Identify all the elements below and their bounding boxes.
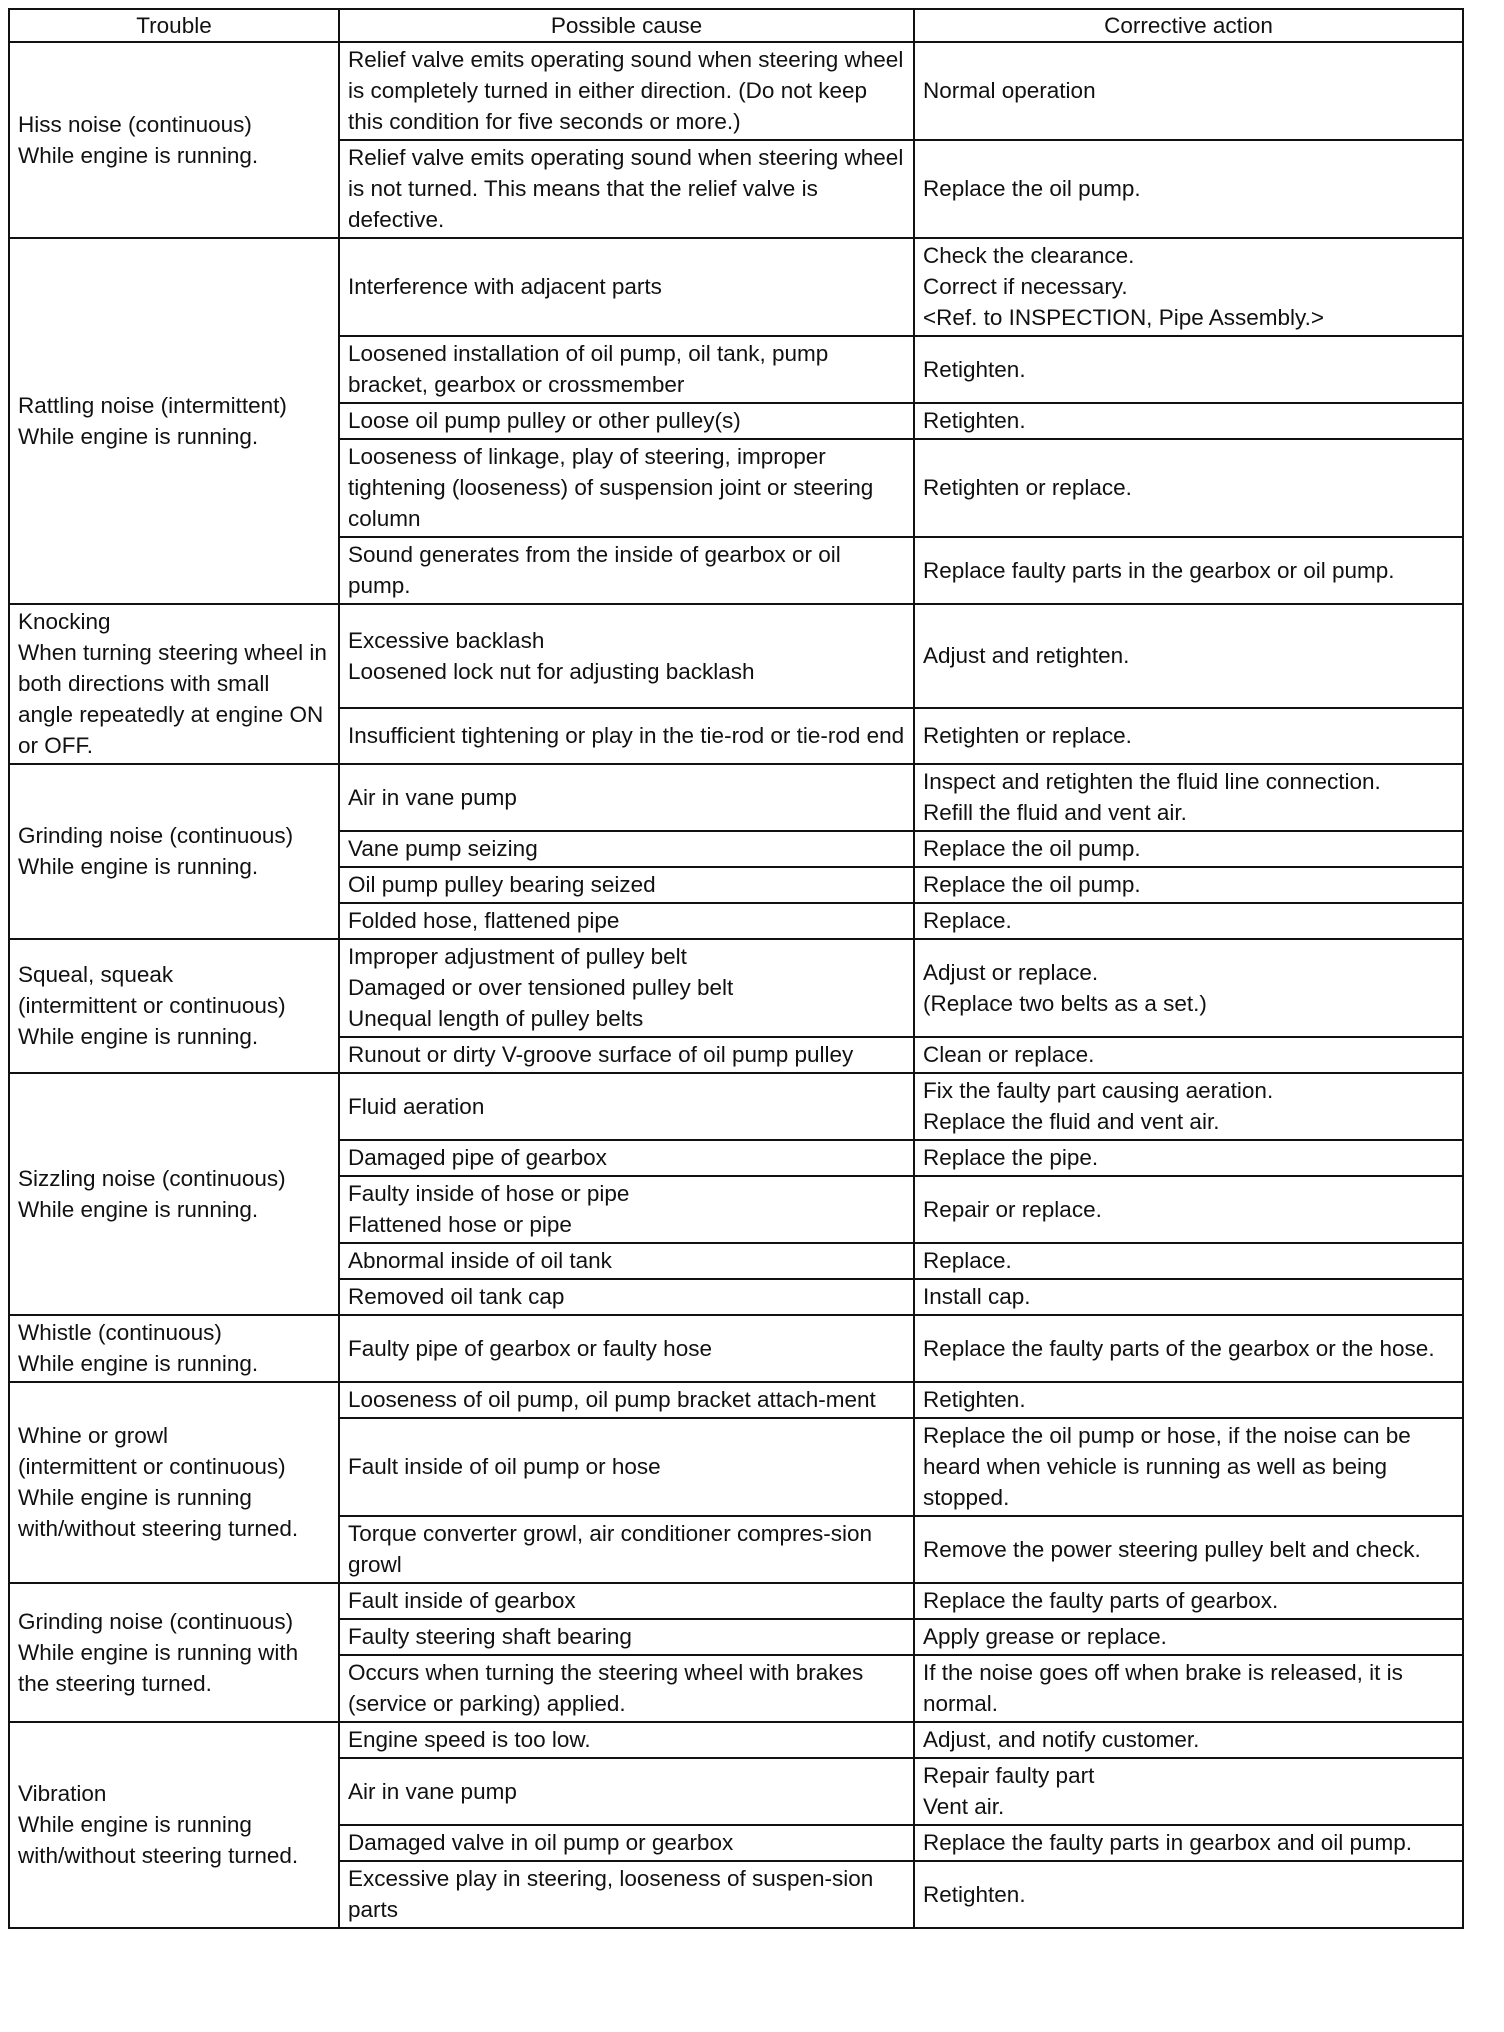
table-row	[9, 42, 1463, 140]
action-cell: Replace the oil pump.	[914, 140, 1463, 238]
action-cell: Inspect and retighten the fluid line connection. Refill the fluid and vent air.	[914, 764, 1463, 831]
trouble-cell: Squeal, squeak (intermittent or continuous) While engine is running.	[9, 939, 339, 1073]
header-trouble: Trouble	[9, 9, 339, 42]
table-row	[9, 1073, 1463, 1140]
trouble-cell: Grinding noise (continuous) While engine is running.	[9, 764, 339, 939]
cause-cell: Sound generates from the inside of gearbox or oil pump.	[339, 537, 914, 604]
table-row	[9, 1315, 1463, 1382]
action-cell: Repair faulty part Vent air.	[914, 1758, 1463, 1825]
cause-cell: Faulty steering shaft bearing	[339, 1619, 914, 1655]
cause-cell: Insufficient tightening or play in the tie-rod or tie-rod end	[339, 708, 914, 764]
action-cell: Replace the faulty parts of the gearbox or the hose.	[914, 1315, 1463, 1382]
cause-cell: Loose oil pump pulley or other pulley(s)	[339, 403, 914, 439]
trouble-cell: Whine or growl (intermittent or continuous) While engine is running with/without steering turned.	[9, 1382, 339, 1583]
action-cell: Replace the oil pump or hose, if the noise can be heard when vehicle is running as well as being stopped.	[914, 1418, 1463, 1516]
cause-cell: Oil pump pulley bearing seized	[339, 867, 914, 903]
cause-cell: Fault inside of gearbox	[339, 1583, 914, 1619]
action-cell: Apply grease or replace.	[914, 1619, 1463, 1655]
cause-cell: Faulty pipe of gearbox or faulty hose	[339, 1315, 914, 1382]
action-cell: Repair or replace.	[914, 1176, 1463, 1243]
action-cell: Retighten.	[914, 1382, 1463, 1418]
cause-cell: Abnormal inside of oil tank	[339, 1243, 914, 1279]
action-cell: Replace the pipe.	[914, 1140, 1463, 1176]
action-cell: Normal operation	[914, 42, 1463, 140]
table-row	[9, 1722, 1463, 1758]
cause-cell: Vane pump seizing	[339, 831, 914, 867]
cause-cell: Excessive play in steering, looseness of suspen-sion parts	[339, 1861, 914, 1928]
action-cell: If the noise goes off when brake is released, it is normal.	[914, 1655, 1463, 1722]
cause-cell: Looseness of oil pump, oil pump bracket attach-ment	[339, 1382, 914, 1418]
trouble-cell: Sizzling noise (continuous) While engine is running.	[9, 1073, 339, 1315]
troubleshooting-table-wrapper	[8, 8, 1464, 1929]
action-cell: Adjust or replace. (Replace two belts as a set.)	[914, 939, 1463, 1037]
table-row	[9, 238, 1463, 336]
cause-cell: Damaged pipe of gearbox	[339, 1140, 914, 1176]
cause-cell: Fault inside of oil pump or hose	[339, 1418, 914, 1516]
action-cell: Fix the faulty part causing aeration. Replace the fluid and vent air.	[914, 1073, 1463, 1140]
table-row	[9, 939, 1463, 1037]
action-cell: Replace faulty parts in the gearbox or oil pump.	[914, 537, 1463, 604]
trouble-cell: Hiss noise (continuous) While engine is running.	[9, 42, 339, 238]
cause-cell: Removed oil tank cap	[339, 1279, 914, 1315]
cause-cell: Looseness of linkage, play of steering, improper tightening (looseness) of suspension joint or steering column	[339, 439, 914, 537]
cause-cell: Folded hose, flattened pipe	[339, 903, 914, 939]
table-header	[9, 9, 1463, 42]
cause-cell: Faulty inside of hose or pipe Flattened hose or pipe	[339, 1176, 914, 1243]
cause-cell: Relief valve emits operating sound when steering wheel is not turned. This means that the relief valve is defective.	[339, 140, 914, 238]
cause-cell: Loosened installation of oil pump, oil tank, pump bracket, gearbox or crossmember	[339, 336, 914, 403]
table-body	[9, 42, 1463, 1928]
header-row	[9, 9, 1463, 42]
table-row	[9, 1583, 1463, 1619]
action-cell: Retighten or replace.	[914, 708, 1463, 764]
trouble-cell: Vibration While engine is running with/without steering turned.	[9, 1722, 339, 1928]
table-row	[9, 604, 1463, 708]
action-cell: Replace.	[914, 903, 1463, 939]
table-row	[9, 1382, 1463, 1418]
trouble-cell: Whistle (continuous) While engine is running.	[9, 1315, 339, 1382]
cause-cell: Interference with adjacent parts	[339, 238, 914, 336]
cause-cell: Relief valve emits operating sound when steering wheel is completely turned in either direction. (Do not keep this condition for five seconds or more.)	[339, 42, 914, 140]
action-cell: Adjust and retighten.	[914, 604, 1463, 708]
action-cell: Clean or replace.	[914, 1037, 1463, 1073]
action-cell: Adjust, and notify customer.	[914, 1722, 1463, 1758]
cause-cell: Engine speed is too low.	[339, 1722, 914, 1758]
action-cell: Replace the faulty parts of gearbox.	[914, 1583, 1463, 1619]
action-cell: Check the clearance. Correct if necessary. <Ref. to INSPECTION, Pipe Assembly.>	[914, 238, 1463, 336]
action-cell: Retighten.	[914, 336, 1463, 403]
action-cell: Retighten or replace.	[914, 439, 1463, 537]
cause-cell: Excessive backlash Loosened lock nut for adjusting backlash	[339, 604, 914, 708]
action-cell: Install cap.	[914, 1279, 1463, 1315]
troubleshooting-table	[8, 8, 1464, 1929]
cause-cell: Improper adjustment of pulley belt Damaged or over tensioned pulley belt Unequal length of pulley belts	[339, 939, 914, 1037]
table-row	[9, 764, 1463, 831]
action-cell: Replace the faulty parts in gearbox and oil pump.	[914, 1825, 1463, 1861]
trouble-cell: Grinding noise (continuous) While engine is running with the steering turned.	[9, 1583, 339, 1722]
cause-cell: Damaged valve in oil pump or gearbox	[339, 1825, 914, 1861]
action-cell: Retighten.	[914, 403, 1463, 439]
cause-cell: Torque converter growl, air conditioner compres-sion growl	[339, 1516, 914, 1583]
trouble-cell: Rattling noise (intermittent) While engine is running.	[9, 238, 339, 604]
cause-cell: Occurs when turning the steering wheel with brakes (service or parking) applied.	[339, 1655, 914, 1722]
header-possible-cause: Possible cause	[339, 9, 914, 42]
action-cell: Replace the oil pump.	[914, 867, 1463, 903]
action-cell: Replace the oil pump.	[914, 831, 1463, 867]
trouble-cell: Knocking When turning steering wheel in both directions with small angle repeatedly at engine ON or OFF.	[9, 604, 339, 764]
cause-cell: Runout or dirty V-groove surface of oil pump pulley	[339, 1037, 914, 1073]
action-cell: Retighten.	[914, 1861, 1463, 1928]
cause-cell: Air in vane pump	[339, 764, 914, 831]
cause-cell: Fluid aeration	[339, 1073, 914, 1140]
header-corrective-action: Corrective action	[914, 9, 1463, 42]
action-cell: Replace.	[914, 1243, 1463, 1279]
cause-cell: Air in vane pump	[339, 1758, 914, 1825]
action-cell: Remove the power steering pulley belt and check.	[914, 1516, 1463, 1583]
